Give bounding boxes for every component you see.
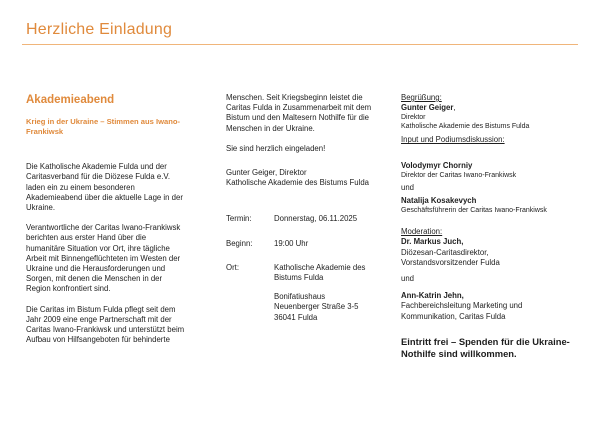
event-place-row [226, 263, 386, 323]
time-value: 19:00 Uhr [274, 238, 309, 248]
place-label: Ort: [226, 262, 239, 272]
intro-column [26, 93, 186, 345]
speaker-2-role: Geschäftsführerin der Caritas Iwano-Frankiwsk [401, 207, 547, 215]
date-label: Termin: [226, 214, 252, 224]
intro-paragraph-1: Die Katholische Akademie Fulda und der Caritasverband für die Diözese Fulda e.V. laden ein zu einem besonderen Akademieabend über die aktuelle Lage in der Ukraine. [26, 162, 183, 212]
place-value: Katholische Akademie des Bistums Fulda [274, 262, 366, 283]
signature: Gunter Geiger, Direktor Katholische Akademie des Bistums Fulda [226, 168, 370, 188]
speaker-1-role: Direktor der Caritas Iwano-Frankiwsk [401, 171, 517, 179]
header-divider [22, 44, 578, 45]
greeting-role: Direktor Katholische Akademie des Bistums Fulda [401, 114, 530, 131]
moderator-1-name: Dr. Markus Juch, [401, 237, 464, 247]
moderator-2-name: Ann-Katrin Jehn, [401, 291, 464, 301]
event-subtitle: Krieg in der Ukraine – Stimmen aus Iwano-Frankiwsk [26, 117, 181, 136]
event-title: Akademieabend [26, 94, 115, 106]
intro-paragraph-2: Verantwortliche der Caritas Iwano-Frankiwsk berichten aus erster Hand über die humanitäre Situation vor Ort, ihre tägliche Arbeit mit Binnengeflüchteten im Westen der Ukraine und die Herausforderungen und Sorgen, mit denen die Menschen in der Region konfrontiert sind. [26, 223, 181, 294]
event-details [226, 214, 386, 322]
intro-paragraph-3: Die Caritas im Bistum Fulda pflegt seit dem Jahr 2009 eine enge Partnerschaft mit der Caritas Iwano-Frankiwsk und unterstützt beim Aufbau von Hilfsangeboten für behinderte [26, 304, 185, 345]
time-label: Beginn: [226, 238, 253, 248]
place-city: 36041 Fulda [274, 312, 318, 322]
intro-paragraph-continued: Menschen. Seit Kriegsbeginn leistet die Caritas Fulda in Zusammenarbeit mit dem Bistum und den Maltesern Nothilfe für die Menschen in der Ukraine. [226, 93, 372, 133]
place-block [274, 263, 386, 323]
greeting-name: Gunter Geiger [401, 103, 454, 113]
place-building: Bonifatiushaus [274, 292, 326, 302]
details-column [226, 93, 386, 323]
event-date-row [226, 214, 386, 224]
speaker-2-name: Natalija Kosakevych [401, 196, 477, 206]
donation-callout: Eintritt frei – Spenden für die Ukraine-Nothilfe sind willkommen. [401, 335, 570, 359]
moderation-heading: Moderation: [401, 227, 443, 237]
date-value: Donnerstag, 06.11.2025 [274, 214, 358, 224]
place-street: Neuenberger Straße 3-5 [274, 302, 359, 312]
invitation-line: Sie sind herzlich eingeladen! [226, 143, 326, 153]
moderator-1-role: Diözesan-Caritasdirektor, Vorstandsvorsitzender Fulda [401, 247, 500, 267]
speaker-1-name: Volodymyr Chorniy [401, 160, 473, 170]
page-title: Herzliche Einladung [26, 21, 173, 38]
and-text-2: und [401, 274, 415, 284]
and-text-1: und [401, 182, 415, 192]
event-time-row [226, 239, 386, 249]
greeting-heading: Begrüßung: [401, 93, 442, 102]
program-column: Begrüßung: Gunter Geiger, Direktor Katholische Akademie des Bistums Fulda Input und Podiumsdiskussion: Volodymyr Chorniy Direktor der Caritas Iwano-Frankiwsk und Natalija Kosakevych Geschäftsführerin der Caritas Iwano-Frankiwsk Moderation: Dr. Markus Juch, Diözesan-Caritasdirektor, Vorstandsvorsitzender Fulda und Ann-Katrin Jehn, Fachbereichsleitung Marketing und Kommunikation, Caritas Fulda Eintritt frei – Spenden für die Ukraine-Nothilfe sind willkommen. [401, 93, 570, 359]
moderator-2-role: Fachbereichsleitung Marketing und Kommunikation, Caritas Fulda [401, 301, 523, 321]
panel-heading: Input und Podiumsdiskussion: [401, 135, 505, 145]
